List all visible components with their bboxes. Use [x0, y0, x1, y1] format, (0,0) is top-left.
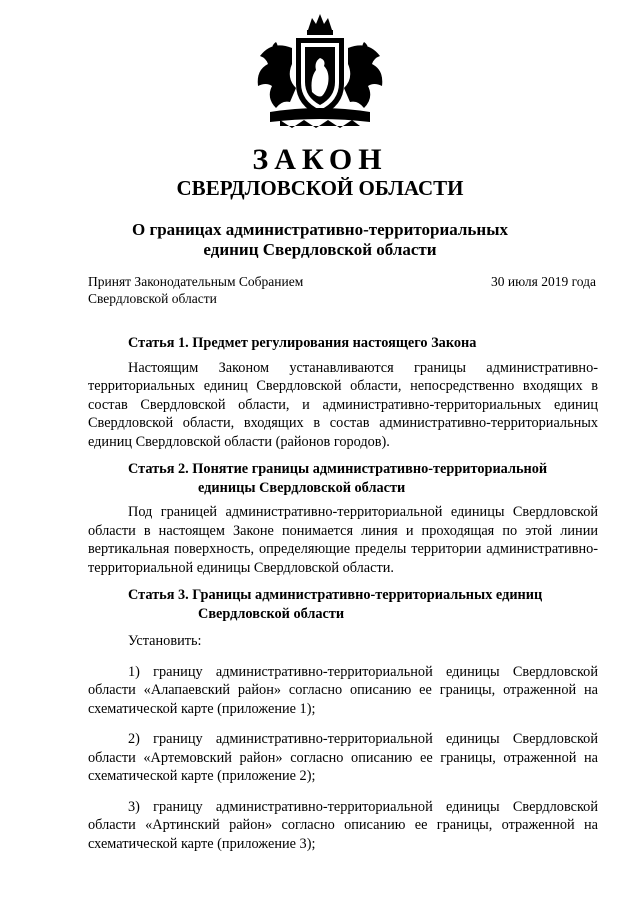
law-title-line: О границах административно-территориальных: [132, 220, 508, 239]
adoption-date: 30 июля 2019 года: [491, 274, 596, 289]
article-list-item: 1) границу административно-территориальной единицы Свердловской области «Алапаевский район» согласно описанию ее границы, отраженной на схематической карте (приложение 1);: [88, 663, 598, 717]
article-paragraph: Настоящим Законом устанавливаются границы административно-территориальных единиц Свердловской области, непосредственно входящих в состав Свердловской области, и административно-территориальных единиц Свердловской области, входящих в состав административно-территориальных единиц Свердловской области (районов городов).: [88, 359, 598, 450]
article-paragraph: Под границей административно-территориальной единицы Свердловской области в настоящем Законе понимается линия и проходящая по этой линии вертикальная поверхность, определяющие пределы территории административно-территориальной единицы Свердловской области.: [88, 504, 598, 576]
article-heading-line: Свердловской области: [198, 605, 345, 622]
adoption-note-line: Свердловской области: [88, 291, 217, 306]
adoption-note-line: Принят Законодательным Собранием: [88, 274, 304, 289]
article-heading-line: единицы Свердловской области: [198, 479, 406, 496]
region-heading: СВЕРДЛОВСКОЙ ОБЛАСТИ: [176, 176, 464, 200]
adoption-note: [88, 273, 388, 307]
article-list-item: 2) границу административно-территориальной единицы Свердловской области «Артемовский район» согласно описанию ее границы, отраженной на схематической карте (приложение 2);: [88, 731, 598, 784]
article-heading: [88, 586, 598, 623]
article-heading: [88, 460, 598, 497]
coat-of-arms-emblem: [252, 12, 388, 130]
article-intro: Установить:: [128, 633, 202, 649]
article-heading: [88, 334, 598, 353]
law-body: [88, 334, 598, 853]
article-heading-line: Статья 2. Понятие границы административно-территориальной: [128, 461, 548, 477]
document-type-heading: ЗАКОН: [252, 143, 388, 176]
article-heading-line: Статья 1. Предмет регулирования настоящего Закона: [128, 335, 477, 351]
article-heading-line: Статья 3. Границы административно-территориальных единиц: [128, 587, 543, 603]
law-title-line: единиц Свердловской области: [203, 240, 437, 259]
article-list-item: 3) границу административно-территориальной единицы Свердловской области «Артинский район» согласно описанию ее границы, отраженной на схематической карте (приложение 3);: [88, 798, 598, 852]
law-title: [0, 220, 640, 260]
